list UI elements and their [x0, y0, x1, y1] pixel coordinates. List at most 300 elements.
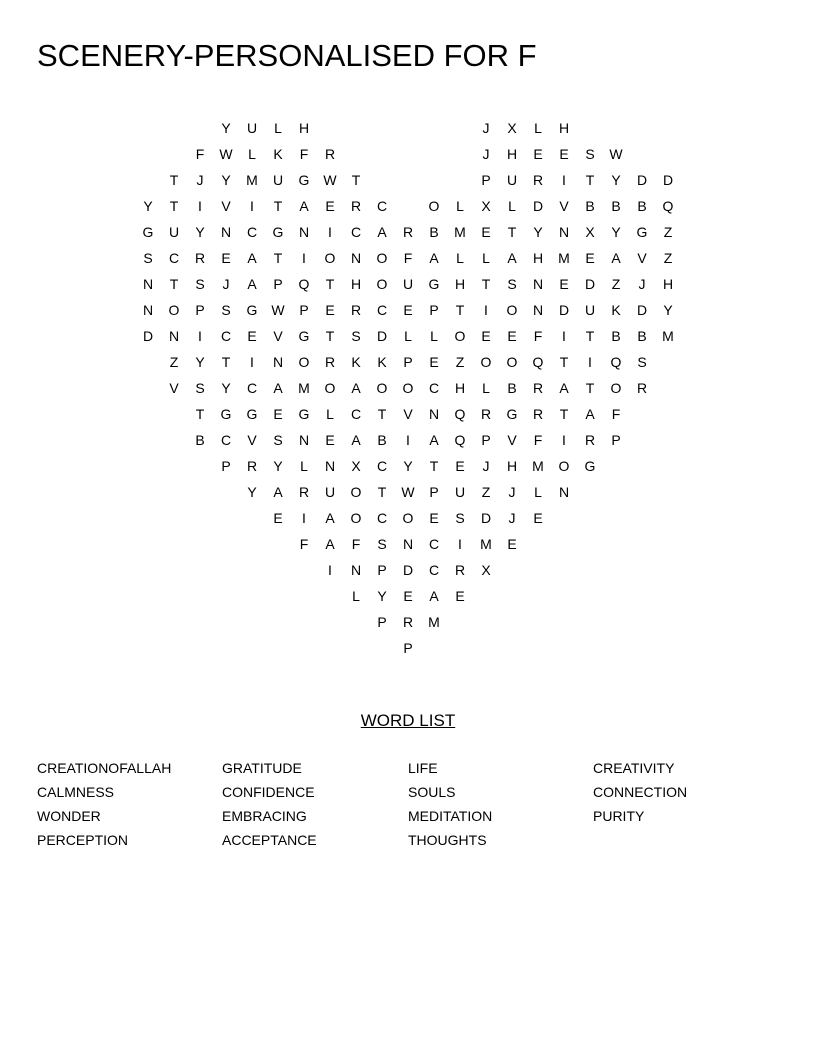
grid-letter: I: [250, 198, 254, 214]
grid-letter: L: [534, 120, 542, 136]
grid-letter: A: [377, 224, 387, 240]
grid-letter: B: [637, 328, 647, 344]
grid-letter: T: [195, 406, 205, 422]
grid-letter: E: [325, 302, 335, 318]
grid-letter: H: [454, 276, 466, 292]
grid-letter: W: [609, 146, 623, 162]
grid-letter: X: [481, 562, 491, 578]
grid-letter: K: [351, 354, 361, 370]
grid-letter: L: [482, 250, 490, 266]
grid-letter: E: [429, 510, 439, 526]
grid-letter: N: [350, 562, 362, 578]
grid-letter: F: [299, 536, 309, 552]
grid-letter: P: [429, 302, 439, 318]
grid-letter: F: [533, 432, 543, 448]
grid-letter: O: [428, 198, 440, 214]
grid-letter: O: [376, 250, 388, 266]
grid-letter: H: [506, 458, 518, 474]
grid-letter: N: [558, 484, 570, 500]
grid-letter: B: [377, 432, 387, 448]
grid-letter: R: [324, 354, 336, 370]
grid-letter: T: [325, 276, 335, 292]
grid-letter: E: [325, 432, 335, 448]
grid-letter: Y: [611, 224, 621, 240]
grid-letter: R: [532, 380, 544, 396]
grid-letter: I: [198, 328, 202, 344]
grid-letter: G: [428, 276, 440, 292]
grid-letter: V: [507, 432, 517, 448]
grid-letter: V: [273, 328, 283, 344]
grid-letter: U: [272, 172, 284, 188]
grid-letter: U: [168, 224, 180, 240]
grid-letter: G: [584, 458, 596, 474]
grid-letter: D: [376, 328, 388, 344]
grid-letter: O: [402, 380, 414, 396]
grid-letter: Y: [143, 198, 153, 214]
grid-letter: J: [196, 172, 204, 188]
grid-letter: M: [532, 458, 544, 474]
grid-letter: A: [351, 380, 361, 396]
grid-letter: N: [142, 302, 154, 318]
grid-letter: C: [246, 380, 258, 396]
grid-letter: N: [168, 328, 180, 344]
grid-letter: E: [455, 588, 465, 604]
grid-letter: Y: [403, 458, 413, 474]
grid-letter: C: [376, 458, 388, 474]
word-list-item: ACCEPTANCE: [222, 832, 317, 848]
grid-letter: V: [247, 432, 257, 448]
grid-letter: S: [143, 250, 153, 266]
word-list-item: THOUGHTS: [408, 832, 487, 848]
grid-letter: E: [247, 328, 257, 344]
grid-letter: N: [350, 250, 362, 266]
grid-letter: N: [428, 406, 440, 422]
grid-letter: I: [250, 354, 254, 370]
grid-letter: Q: [662, 198, 674, 214]
grid-letter: U: [506, 172, 518, 188]
grid-letter: C: [350, 224, 362, 240]
grid-letter: Q: [610, 354, 622, 370]
grid-letter: T: [351, 172, 361, 188]
grid-letter: J: [482, 458, 490, 474]
grid-letter: T: [455, 302, 465, 318]
grid-letter: O: [506, 354, 518, 370]
grid-letter: L: [248, 146, 256, 162]
grid-letter: Z: [169, 354, 179, 370]
grid-letter: C: [428, 380, 440, 396]
grid-letter: V: [403, 406, 413, 422]
grid-letter: Z: [663, 224, 673, 240]
grid-letter: H: [506, 146, 518, 162]
grid-letter: O: [558, 458, 570, 474]
grid-letter: I: [328, 224, 332, 240]
grid-letter: H: [454, 380, 466, 396]
grid-letter: F: [611, 406, 621, 422]
grid-letter: T: [559, 406, 569, 422]
grid-letter: R: [480, 406, 492, 422]
word-list-column: [222, 756, 317, 852]
grid-letter: X: [585, 224, 595, 240]
grid-letter: B: [611, 198, 621, 214]
grid-letter: N: [220, 224, 232, 240]
grid-letter: T: [325, 328, 335, 344]
grid-letter: O: [376, 276, 388, 292]
grid-letter: C: [376, 510, 388, 526]
grid-letter: Y: [611, 172, 621, 188]
grid-letter: E: [533, 510, 543, 526]
grid-letter: C: [428, 562, 440, 578]
word-list-item: SOULS: [408, 784, 456, 800]
grid-letter: E: [273, 510, 283, 526]
grid-letter: G: [298, 328, 310, 344]
grid-letter: A: [351, 432, 361, 448]
grid-letter: J: [508, 510, 516, 526]
grid-letter: H: [558, 120, 570, 136]
grid-letter: E: [273, 406, 283, 422]
word-list-column: [593, 756, 687, 828]
page-title: SCENERY-PERSONALISED FOR F: [37, 38, 537, 73]
grid-letter: R: [246, 458, 258, 474]
grid-letter: W: [219, 146, 233, 162]
grid-letter: H: [350, 276, 362, 292]
grid-letter: C: [428, 536, 440, 552]
word-list-item: CREATIONOFALLAH: [37, 760, 172, 776]
grid-letter: M: [480, 536, 492, 552]
grid-letter: A: [429, 588, 439, 604]
grid-letter: G: [298, 406, 310, 422]
grid-letter: F: [299, 146, 309, 162]
grid-letter: C: [376, 198, 388, 214]
grid-letter: D: [636, 172, 648, 188]
grid-letter: D: [558, 302, 570, 318]
grid-letter: M: [428, 614, 440, 630]
grid-letter: I: [562, 172, 566, 188]
grid-letter: C: [246, 224, 258, 240]
grid-letter: T: [169, 198, 179, 214]
grid-letter: B: [195, 432, 205, 448]
grid-letter: L: [482, 380, 490, 396]
grid-letter: J: [222, 276, 230, 292]
grid-letter: R: [194, 250, 206, 266]
grid-letter: E: [455, 458, 465, 474]
word-list-item: GRATITUDE: [222, 760, 302, 776]
grid-letter: T: [169, 276, 179, 292]
grid-letter: L: [300, 458, 308, 474]
grid-letter: S: [377, 536, 387, 552]
grid-letter: W: [401, 484, 415, 500]
grid-letter: S: [195, 380, 205, 396]
grid-letter: J: [638, 276, 646, 292]
grid-letter: G: [272, 224, 284, 240]
grid-letter: N: [298, 432, 310, 448]
grid-letter: Y: [247, 484, 257, 500]
grid-letter: O: [506, 302, 518, 318]
grid-letter: W: [323, 172, 337, 188]
grid-letter: R: [350, 302, 362, 318]
grid-letter: E: [507, 536, 517, 552]
grid-letter: D: [636, 302, 648, 318]
grid-letter: I: [302, 250, 306, 266]
grid-letter: Y: [195, 224, 205, 240]
grid-letter: U: [324, 484, 336, 500]
grid-letter: E: [403, 588, 413, 604]
grid-letter: P: [481, 432, 491, 448]
grid-letter: P: [377, 614, 387, 630]
grid-letter: Q: [298, 276, 310, 292]
word-list-item: EMBRACING: [222, 808, 307, 824]
grid-letter: F: [195, 146, 205, 162]
grid-letter: Z: [481, 484, 491, 500]
grid-letter: C: [350, 406, 362, 422]
grid-letter: A: [559, 380, 569, 396]
grid-letter: Y: [273, 458, 283, 474]
word-list-column: [408, 756, 492, 852]
grid-letter: P: [273, 276, 283, 292]
grid-letter: S: [507, 276, 517, 292]
grid-letter: E: [559, 276, 569, 292]
grid-letter: O: [402, 510, 414, 526]
grid-letter: N: [402, 536, 414, 552]
grid-letter: R: [636, 380, 648, 396]
grid-letter: D: [142, 328, 154, 344]
grid-letter: M: [454, 224, 466, 240]
grid-letter: F: [351, 536, 361, 552]
grid-letter: I: [302, 510, 306, 526]
grid-letter: R: [402, 614, 414, 630]
grid-letter: T: [377, 406, 387, 422]
grid-letter: N: [272, 354, 284, 370]
grid-letter: S: [273, 432, 283, 448]
grid-letter: U: [454, 484, 466, 500]
word-list-heading: WORD LIST: [360, 711, 456, 730]
grid-letter: E: [403, 302, 413, 318]
grid-letter: I: [562, 432, 566, 448]
grid-letter: C: [376, 302, 388, 318]
grid-letter: O: [376, 380, 388, 396]
grid-letter: D: [532, 198, 544, 214]
grid-letter: U: [584, 302, 596, 318]
grid-letter: P: [195, 302, 205, 318]
grid-letter: E: [429, 354, 439, 370]
grid-letter: N: [298, 224, 310, 240]
grid-letter: R: [584, 432, 596, 448]
grid-letter: Q: [532, 354, 544, 370]
grid-letter: E: [481, 328, 491, 344]
grid-letter: O: [350, 510, 362, 526]
grid-letter: Z: [611, 276, 621, 292]
word-list-item: MEDITATION: [408, 808, 493, 824]
word-list-item: PERCEPTION: [37, 832, 129, 848]
grid-letter: L: [326, 406, 334, 422]
grid-letter: G: [246, 302, 258, 318]
grid-letter: L: [430, 328, 438, 344]
grid-letter: H: [298, 120, 310, 136]
grid-letter: Y: [195, 354, 205, 370]
grid-letter: P: [299, 302, 309, 318]
grid-letter: T: [585, 328, 595, 344]
grid-letter: P: [221, 458, 231, 474]
grid-letter: Z: [455, 354, 465, 370]
word-list-item: LIFE: [408, 760, 438, 776]
grid-letter: N: [532, 302, 544, 318]
grid-letter: A: [247, 250, 257, 266]
grid-letter: B: [585, 198, 595, 214]
grid-letter: Y: [663, 302, 673, 318]
grid-letter: J: [482, 120, 490, 136]
grid-letter: T: [429, 458, 439, 474]
word-list-item: CONFIDENCE: [222, 784, 315, 800]
word-list-item: CONNECTION: [593, 784, 688, 800]
grid-letter: S: [221, 302, 231, 318]
grid-letter: I: [458, 536, 462, 552]
grid-letter: A: [429, 250, 439, 266]
word-list-item: CALMNESS: [37, 784, 115, 800]
grid-letter: P: [481, 172, 491, 188]
grid-letter: N: [142, 276, 154, 292]
grid-letter: B: [507, 380, 517, 396]
grid-letter: R: [402, 224, 414, 240]
grid-letter: B: [429, 224, 439, 240]
grid-letter: Q: [454, 406, 466, 422]
grid-letter: P: [403, 354, 413, 370]
grid-letter: G: [506, 406, 518, 422]
grid-letter: M: [662, 328, 674, 344]
grid-letter: I: [198, 198, 202, 214]
grid-letter: N: [558, 224, 570, 240]
grid-letter: R: [532, 172, 544, 188]
grid-letter: L: [456, 250, 464, 266]
word-list-column: [37, 756, 171, 852]
grid-letter: O: [324, 250, 336, 266]
grid-letter: A: [273, 380, 283, 396]
grid-letter: V: [169, 380, 179, 396]
grid-letter: M: [298, 380, 310, 396]
grid-letter: X: [351, 458, 361, 474]
grid-letter: P: [611, 432, 621, 448]
grid-letter: U: [246, 120, 258, 136]
grid-letter: G: [220, 406, 232, 422]
grid-letter: C: [220, 328, 232, 344]
grid-letter: L: [404, 328, 412, 344]
grid-letter: T: [559, 354, 569, 370]
grid-letter: C: [168, 250, 180, 266]
grid-letter: A: [585, 406, 595, 422]
grid-letter: W: [271, 302, 285, 318]
grid-letter: T: [273, 250, 283, 266]
grid-letter: F: [533, 328, 543, 344]
grid-letter: Y: [221, 120, 231, 136]
grid-letter: O: [298, 354, 310, 370]
grid-letter: R: [324, 146, 336, 162]
grid-letter: D: [480, 510, 492, 526]
grid-letter: O: [168, 302, 180, 318]
grid-letter: V: [221, 198, 231, 214]
grid-letter: E: [507, 328, 517, 344]
grid-letter: T: [481, 276, 491, 292]
grid-letter: X: [481, 198, 491, 214]
grid-letter: P: [403, 640, 413, 656]
grid-letter: I: [588, 354, 592, 370]
grid-letter: G: [246, 406, 258, 422]
word-list-item: CREATIVITY: [593, 760, 675, 776]
grid-letter: O: [480, 354, 492, 370]
grid-letter: P: [429, 484, 439, 500]
grid-letter: R: [298, 484, 310, 500]
grid-letter: A: [611, 250, 621, 266]
grid-letter: S: [195, 276, 205, 292]
grid-letter: P: [377, 562, 387, 578]
grid-letter: Y: [533, 224, 543, 240]
grid-letter: L: [456, 198, 464, 214]
grid-letter: E: [221, 250, 231, 266]
grid-letter: G: [298, 172, 310, 188]
grid-letter: G: [142, 224, 154, 240]
grid-letter: E: [481, 224, 491, 240]
grid-letter: Y: [221, 172, 231, 188]
grid-letter: D: [402, 562, 414, 578]
grid-letter: A: [273, 484, 283, 500]
grid-letter: E: [325, 198, 335, 214]
grid-letter: R: [350, 198, 362, 214]
grid-letter: J: [482, 146, 490, 162]
grid-letter: M: [558, 250, 570, 266]
grid-letter: R: [454, 562, 466, 578]
grid-letter: X: [507, 120, 517, 136]
grid-letter: E: [533, 146, 543, 162]
grid-letter: T: [585, 172, 595, 188]
grid-letter: O: [610, 380, 622, 396]
grid-letter: S: [455, 510, 465, 526]
grid-letter: V: [637, 250, 647, 266]
grid-letter: A: [247, 276, 257, 292]
grid-letter: B: [637, 198, 647, 214]
grid-letter: I: [562, 328, 566, 344]
grid-letter: E: [559, 146, 569, 162]
grid-letter: Y: [377, 588, 387, 604]
grid-letter: A: [299, 198, 309, 214]
grid-letter: I: [406, 432, 410, 448]
grid-letter: K: [611, 302, 621, 318]
grid-letter: O: [454, 328, 466, 344]
grid-letter: I: [328, 562, 332, 578]
grid-letter: H: [532, 250, 544, 266]
grid-letter: D: [662, 172, 674, 188]
grid-letter: S: [585, 146, 595, 162]
grid-letter: B: [611, 328, 621, 344]
grid-letter: V: [559, 198, 569, 214]
grid-letter: L: [352, 588, 360, 604]
grid-letter: S: [637, 354, 647, 370]
grid-letter: S: [351, 328, 361, 344]
grid-letter: L: [274, 120, 282, 136]
grid-letter: T: [169, 172, 179, 188]
grid-letter: Y: [221, 380, 231, 396]
grid-letter: A: [429, 432, 439, 448]
grid-letter: M: [246, 172, 258, 188]
grid-letter: T: [507, 224, 517, 240]
grid-letter: C: [220, 432, 232, 448]
grid-letter: K: [377, 354, 387, 370]
grid-letter: A: [325, 536, 335, 552]
grid-letter: K: [273, 146, 283, 162]
grid-letter: T: [273, 198, 283, 214]
grid-letter: A: [507, 250, 517, 266]
grid-letter: G: [636, 224, 648, 240]
grid-letter: L: [508, 198, 516, 214]
grid-letter: U: [402, 276, 414, 292]
grid-letter: T: [377, 484, 387, 500]
grid-letter: E: [585, 250, 595, 266]
